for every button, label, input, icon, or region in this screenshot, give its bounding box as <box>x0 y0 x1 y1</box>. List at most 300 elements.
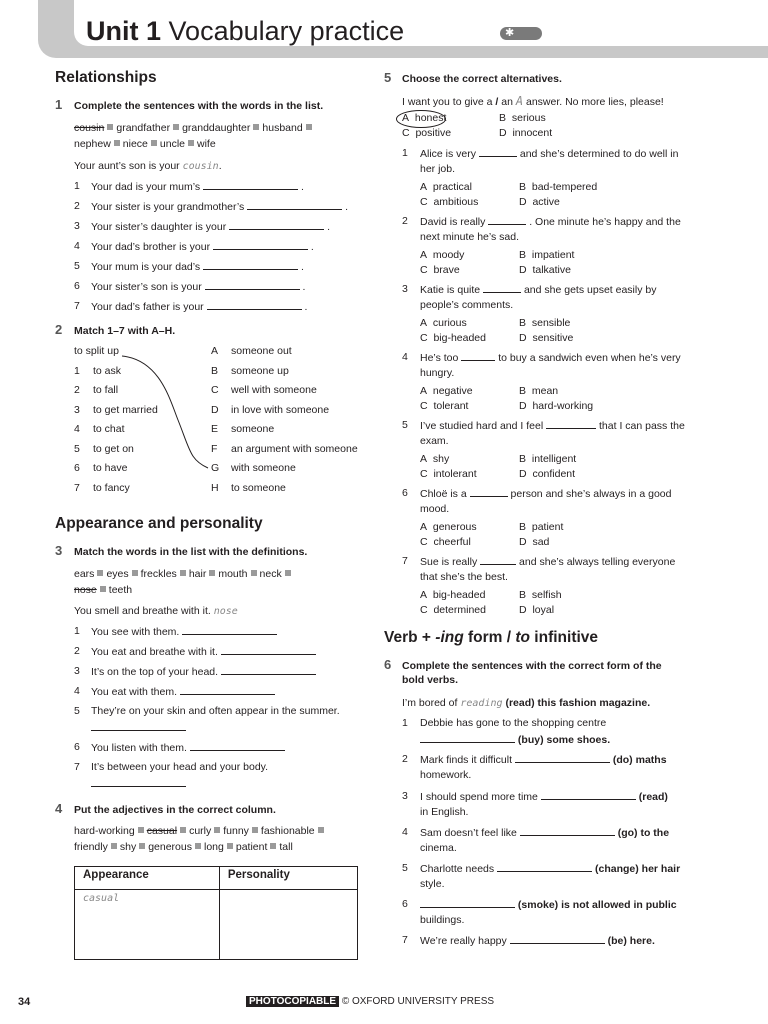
word-list-item: patient <box>235 841 268 853</box>
answer-blank[interactable] <box>461 350 495 361</box>
answer-blank[interactable] <box>205 279 300 290</box>
option-letter: B <box>519 521 527 533</box>
item-sentence <box>420 789 668 804</box>
item-end: . <box>327 221 330 233</box>
item-number: 1 <box>74 625 80 637</box>
match-phrase[interactable]: to fall <box>93 384 119 396</box>
option[interactable] <box>420 452 449 466</box>
item-number: 6 <box>402 898 408 910</box>
item-text: I should spend more time <box>420 791 538 803</box>
example-sentence <box>402 94 664 109</box>
exercise-number: 3 <box>55 543 63 558</box>
item-sentence <box>91 644 316 659</box>
item-sentence <box>420 752 667 767</box>
option[interactable] <box>519 520 563 534</box>
word-list-item: niece <box>122 138 148 150</box>
item-text: in English. <box>420 806 469 818</box>
item-text: It’s between your head and your body. <box>91 761 269 773</box>
match-ending[interactable]: someone out <box>231 345 292 357</box>
item-text: Charlotte needs <box>420 863 495 875</box>
option[interactable] <box>420 535 471 549</box>
option-text: confident <box>532 468 576 480</box>
item-sentence <box>91 684 275 699</box>
option-text: tolerant <box>433 400 469 412</box>
item-text: Your sister’s son is your <box>91 281 202 293</box>
footer-credit <box>246 996 494 1007</box>
option-letter: D <box>519 468 527 480</box>
item-number: 1 <box>402 717 408 729</box>
item-number: 1 <box>74 180 80 192</box>
item-text: You eat with them. <box>91 686 177 698</box>
item-number: 5 <box>402 419 408 431</box>
option-letter: B <box>519 589 527 601</box>
item-end: . <box>300 261 304 273</box>
item-sentence <box>91 776 186 791</box>
item-sentence <box>91 219 330 234</box>
item-end: . <box>302 281 306 293</box>
item-text: is not allowed in public <box>558 899 677 911</box>
item-sentence <box>420 554 675 569</box>
answer-blank[interactable] <box>207 299 302 310</box>
word-list-item: generous <box>148 841 192 853</box>
answer-blank[interactable] <box>488 214 526 225</box>
section-text: -ing <box>435 629 464 646</box>
item-text: style. <box>420 878 445 890</box>
option-text: big-headed <box>433 332 486 344</box>
item-number: 2 <box>402 753 408 765</box>
match-letter: H <box>211 481 219 494</box>
option-text: practical <box>432 181 472 193</box>
item-text: buildings. <box>420 914 465 926</box>
example-answer: reading <box>460 698 503 709</box>
word-list-item: uncle <box>159 138 185 150</box>
option[interactable] <box>420 195 478 209</box>
option-letter: A <box>402 112 410 124</box>
item-text: people’s comments. <box>420 298 514 311</box>
option[interactable] <box>402 126 451 140</box>
option[interactable] <box>420 180 472 194</box>
item-number: 4 <box>402 351 408 363</box>
example-answer: nose <box>213 606 238 617</box>
answer-blank[interactable] <box>213 239 308 250</box>
answer-blank[interactable] <box>247 199 342 210</box>
item-text: Your dad’s father is your <box>91 301 204 313</box>
option[interactable] <box>402 111 446 125</box>
answer-blank[interactable] <box>520 825 615 836</box>
item-text: to the <box>637 827 670 839</box>
option[interactable] <box>420 467 477 481</box>
item-number: 5 <box>402 862 408 874</box>
option-letter: A <box>420 521 428 533</box>
answer-blank[interactable] <box>203 179 298 190</box>
word-list-item: husband <box>262 122 303 134</box>
item-sentence <box>420 897 677 912</box>
word-list <box>74 840 293 854</box>
word-list-item: wife <box>197 138 216 150</box>
answer-blank[interactable] <box>483 282 521 293</box>
word-list-item: granddaughter <box>182 122 251 134</box>
item-sentence <box>420 732 610 747</box>
option[interactable] <box>420 331 486 345</box>
option-letter: D <box>519 604 527 616</box>
option-text: impatient <box>531 249 575 261</box>
match-letter: D <box>211 403 219 416</box>
example-text: I want you to give a <box>402 96 496 108</box>
option-text: determined <box>433 604 486 616</box>
example-answer: A <box>515 94 524 108</box>
option-letter: A <box>420 589 428 601</box>
word-list-item: grandfather <box>116 122 171 134</box>
match-ending[interactable]: in love with someone <box>231 403 330 416</box>
exercise-instruction: Choose the correct alternatives. <box>402 73 562 85</box>
item-verb: (go) <box>617 827 638 839</box>
option-text: generous <box>432 521 477 533</box>
star-badge: ✱ <box>500 27 542 40</box>
item-sentence <box>91 239 314 254</box>
option[interactable] <box>519 195 560 209</box>
option-letter: B <box>519 385 527 397</box>
match-phrase[interactable]: to fancy <box>93 481 130 494</box>
option-letter: A <box>420 249 428 261</box>
section-text: Verb + <box>384 629 436 646</box>
item-sentence <box>91 279 305 294</box>
match-ending[interactable]: an argument with someone <box>231 442 358 455</box>
answer-blank[interactable] <box>515 752 610 763</box>
option[interactable] <box>519 248 574 262</box>
item-text: Sue is really <box>420 556 478 568</box>
item-text: They’re on your skin and often appear in the summer. <box>91 705 340 717</box>
option-text: negative <box>432 385 473 397</box>
exercise-instruction: Complete the sentences with the correct form of the <box>402 660 662 672</box>
item-number: 4 <box>74 240 80 252</box>
option[interactable] <box>499 126 552 140</box>
match-ending[interactable]: someone <box>231 423 275 435</box>
item-sentence <box>91 664 316 679</box>
item-text: Your sister’s daughter is your <box>91 221 227 233</box>
word-list-item: funny <box>223 825 249 837</box>
example-text: You smell and breathe with it. <box>74 605 211 617</box>
item-text: and she gets upset easily by <box>523 284 657 296</box>
option-text: brave <box>433 264 460 276</box>
title-label: Vocabulary practice <box>168 16 405 46</box>
match-phrase[interactable]: to split up <box>74 345 119 357</box>
item-number: 6 <box>402 487 408 499</box>
option-letter: C <box>420 196 428 208</box>
item-text: He’s too <box>420 352 459 364</box>
word-list-item: fashionable <box>260 825 315 837</box>
example-sentence <box>74 604 238 619</box>
option[interactable] <box>499 111 546 125</box>
item-text: Your mum is your dad’s <box>91 261 201 273</box>
answer-blank[interactable] <box>420 897 515 908</box>
item-text: and she’s always telling everyone <box>519 556 676 568</box>
option[interactable] <box>420 603 486 617</box>
answer-blank[interactable] <box>420 732 515 743</box>
item-text: cinema. <box>420 842 457 854</box>
match-phrase[interactable]: to have <box>93 462 128 474</box>
item-text: We’re really happy <box>420 935 507 947</box>
item-sentence <box>91 720 186 735</box>
match-number: 6 <box>74 462 80 474</box>
item-sentence <box>91 199 348 214</box>
match-phrase[interactable]: to chat <box>93 423 125 435</box>
item-sentence <box>91 704 340 718</box>
option-letter: B <box>519 317 527 329</box>
word-list-item: shy <box>119 841 137 853</box>
word-list-item: mouth <box>218 568 248 580</box>
item-number: 3 <box>74 220 80 232</box>
option-letter: A <box>420 453 428 465</box>
publisher-label: © OXFORD UNIVERSITY PRESS <box>339 996 495 1007</box>
option-text: sensible <box>531 317 571 329</box>
match-letter: C <box>211 384 219 396</box>
answer-blank[interactable] <box>180 684 275 695</box>
item-sentence <box>420 716 606 730</box>
item-sentence <box>91 179 304 194</box>
option[interactable] <box>519 588 562 602</box>
example-end: . <box>218 160 222 172</box>
item-number: 2 <box>74 200 80 212</box>
option[interactable] <box>519 316 570 330</box>
item-number: 1 <box>402 147 408 159</box>
exercise-number: 2 <box>55 322 63 337</box>
option-text: mean <box>531 385 559 397</box>
option[interactable] <box>519 467 575 481</box>
match-ending[interactable]: with someone <box>231 462 296 474</box>
item-sentence <box>420 146 678 161</box>
example-text: I’m bored of <box>402 697 461 709</box>
match-number: 7 <box>74 481 80 494</box>
item-text: It’s on the top of your head. <box>91 666 219 678</box>
option[interactable] <box>420 248 464 262</box>
match-letter: B <box>211 364 219 377</box>
option-text: serious <box>511 112 546 124</box>
option[interactable] <box>519 399 593 413</box>
item-sentence <box>91 740 285 755</box>
option-text: curious <box>432 317 467 329</box>
option[interactable] <box>420 263 460 277</box>
item-number: 2 <box>74 645 80 657</box>
word-list <box>74 137 216 151</box>
item-sentence <box>91 624 277 639</box>
option-text: intolerant <box>433 468 477 480</box>
item-sentence <box>420 825 669 840</box>
personality-cell[interactable] <box>219 890 357 960</box>
option-letter: A <box>420 317 428 329</box>
word-list-item: hard-working <box>74 825 135 837</box>
item-text: next minute he’s sad. <box>420 230 520 243</box>
match-phrase[interactable]: to get married <box>93 403 158 416</box>
word-list-item: freckles <box>140 568 177 580</box>
option[interactable] <box>420 588 485 602</box>
exercise-number: 1 <box>55 97 63 112</box>
item-text: David is really <box>420 216 486 228</box>
option[interactable] <box>519 180 597 194</box>
answer-blank[interactable] <box>221 644 316 655</box>
item-text: You see with them. <box>91 626 180 638</box>
answer-blank[interactable] <box>182 624 277 635</box>
item-number: 7 <box>402 934 408 946</box>
option-text: sad <box>532 536 550 548</box>
column-header-personality: Personality <box>219 867 357 890</box>
item-number: 6 <box>74 741 80 753</box>
match-ending[interactable]: well with someone <box>231 384 317 396</box>
column-header-appearance: Appearance <box>75 867 220 890</box>
answer-blank[interactable] <box>480 554 516 565</box>
answer-blank[interactable] <box>91 720 186 731</box>
item-number: 3 <box>74 665 80 677</box>
example-verb: (read) <box>502 697 535 709</box>
item-text: her hair <box>638 863 681 875</box>
item-text: Katie is quite <box>420 284 481 296</box>
match-letter: F <box>211 442 218 455</box>
word-list-item: ears <box>74 568 95 580</box>
match-number: 2 <box>74 384 80 396</box>
word-list <box>74 824 327 838</box>
section-appearance: Appearance and personality <box>55 515 263 532</box>
option[interactable] <box>420 384 473 398</box>
answer-blank[interactable] <box>190 740 285 751</box>
item-text: exam. <box>420 434 449 447</box>
option[interactable] <box>420 520 477 534</box>
word-list <box>74 121 315 135</box>
item-number: 6 <box>74 280 80 292</box>
exercise-instruction: bold verbs. <box>402 674 459 686</box>
word-list-item: nephew <box>74 138 111 150</box>
item-number: 5 <box>74 260 80 272</box>
item-text: maths <box>632 754 667 766</box>
option[interactable] <box>519 331 573 345</box>
match-phrase[interactable]: to ask <box>93 364 122 377</box>
word-list-item: curly <box>189 825 212 837</box>
exercise-instruction: Match 1–7 with A–H. <box>74 325 176 337</box>
match-number: 4 <box>74 423 80 435</box>
option-letter: A <box>420 385 428 397</box>
item-sentence <box>420 861 680 876</box>
option[interactable] <box>420 399 468 413</box>
item-number: 7 <box>74 761 80 773</box>
item-sentence <box>91 760 268 774</box>
item-end: . <box>300 181 304 193</box>
appearance-cell[interactable] <box>75 890 220 960</box>
answer-blank[interactable] <box>541 789 636 800</box>
answer-blank[interactable] <box>221 664 316 675</box>
match-number: 5 <box>74 442 80 455</box>
item-verb: (do) <box>612 754 633 766</box>
example-slash: / <box>495 96 499 108</box>
option[interactable] <box>519 263 571 277</box>
option-text: talkative <box>532 264 571 276</box>
answer-blank[interactable] <box>203 259 298 270</box>
exercise-instruction: Match the words in the list with the definitions. <box>74 546 308 558</box>
match-number: 1 <box>74 364 80 377</box>
word-list-item: casual <box>146 825 178 837</box>
page-number: 34 <box>18 996 31 1008</box>
match-ending[interactable]: to someone <box>231 481 286 494</box>
exercise-number: 5 <box>384 70 392 85</box>
option-text: loyal <box>532 604 555 616</box>
item-sentence <box>420 486 671 501</box>
item-end: . <box>304 301 308 313</box>
option-text: big-headed <box>432 589 486 601</box>
item-text: Sam doesn’t feel like <box>420 827 517 839</box>
example-sentence <box>402 696 650 711</box>
option[interactable] <box>519 384 558 398</box>
option-letter: B <box>499 112 507 124</box>
option-letter: C <box>420 468 428 480</box>
answer-blank[interactable] <box>91 776 186 787</box>
item-number: 4 <box>402 826 408 838</box>
item-text: and she’s determined to do well in <box>519 148 679 160</box>
item-text: Mark finds it difficult <box>420 754 513 766</box>
answer-blank[interactable] <box>229 219 324 230</box>
option-letter: D <box>519 332 527 344</box>
match-letter: G <box>211 462 220 474</box>
option-text: sensitive <box>532 332 574 344</box>
word-list <box>74 583 132 597</box>
item-sentence <box>420 418 685 433</box>
answer-blank[interactable] <box>546 418 596 429</box>
match-phrase[interactable]: to get on <box>93 442 134 455</box>
item-sentence <box>420 214 681 229</box>
option-letter: D <box>519 536 527 548</box>
item-number: 3 <box>402 790 408 802</box>
exercise-number: 6 <box>384 657 392 672</box>
option-text: ambitious <box>433 196 479 208</box>
example-text: answer. No more lies, please! <box>523 96 664 108</box>
item-text: Your dad is your mum’s <box>91 181 201 193</box>
option[interactable] <box>420 316 467 330</box>
exercise-instruction: Put the adjectives in the correct column. <box>74 804 276 816</box>
option-text: active <box>532 196 560 208</box>
section-text: infinitive <box>530 629 599 646</box>
item-text: that she’s the best. <box>420 570 508 583</box>
word-list-item: tall <box>279 841 293 853</box>
answer-blank[interactable] <box>470 486 508 497</box>
option-text: innocent <box>512 127 553 139</box>
item-sentence <box>91 259 304 274</box>
word-list-item: hair <box>188 568 207 580</box>
item-end: . <box>310 241 314 253</box>
exercise-instruction: Complete the sentences with the words in the list. <box>74 100 324 112</box>
match-letter: E <box>211 423 219 435</box>
example-sentence <box>74 159 222 174</box>
option-text: selfish <box>531 589 562 601</box>
match-ending[interactable]: someone up <box>231 364 289 377</box>
item-text: hungry. <box>420 366 455 379</box>
option-letter: D <box>519 196 527 208</box>
word-list-item: friendly <box>74 841 108 853</box>
photocopiable-label: PHOTOCOPIABLE <box>246 996 339 1007</box>
item-text: person and she’s always in a good <box>510 488 672 500</box>
option[interactable] <box>519 452 576 466</box>
word-list-item: neck <box>259 568 282 580</box>
page-title <box>86 13 404 49</box>
section-verb-forms <box>384 628 598 648</box>
item-text: mood. <box>420 502 450 515</box>
option[interactable] <box>519 535 549 549</box>
item-number: 5 <box>74 705 80 717</box>
option-letter: D <box>519 400 527 412</box>
item-text: here. <box>626 935 655 947</box>
answer-blank[interactable] <box>479 146 517 157</box>
option[interactable] <box>519 603 554 617</box>
option-letter: A <box>420 181 428 193</box>
item-text: Your dad’s brother is your <box>91 241 211 253</box>
answer-blank[interactable] <box>497 861 592 872</box>
answer-blank[interactable] <box>510 933 605 944</box>
item-number: 3 <box>402 283 408 295</box>
